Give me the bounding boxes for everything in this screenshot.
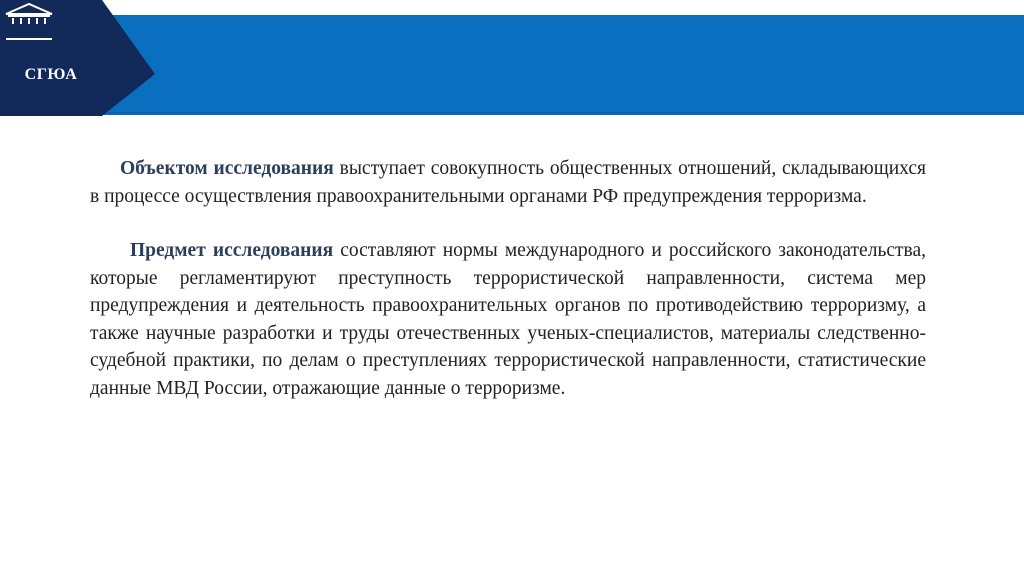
term-object: Объектом исследования bbox=[120, 158, 334, 179]
content-area bbox=[90, 155, 926, 402]
paragraph-object bbox=[90, 155, 926, 210]
building-emblem-icon bbox=[0, 0, 58, 44]
paragraph-object-text: выступает совокупность общественных отношений, складывающихся в процессе осуществления правоохранительными органами РФ предупреждения терроризма. bbox=[90, 158, 926, 207]
paragraph-subject bbox=[90, 237, 926, 402]
logo-text: СГЮА bbox=[24, 66, 78, 83]
term-subject: Предмет исследования bbox=[130, 240, 334, 261]
logo bbox=[0, 0, 160, 116]
paragraph-subject-text: составляют нормы международного и российского законодательства, которые регламентируют преступность террористической направленности, система мер предупреждения и деятельность правоохранительных органов по противодействию терроризму, а также научные разработки и труды отечественных ученых-специалистов, материалы следственно-судебной практики, по делам о преступлениях террористической направленности, статистические данные МВД России, отражающие данные о терроризме. bbox=[90, 240, 926, 399]
